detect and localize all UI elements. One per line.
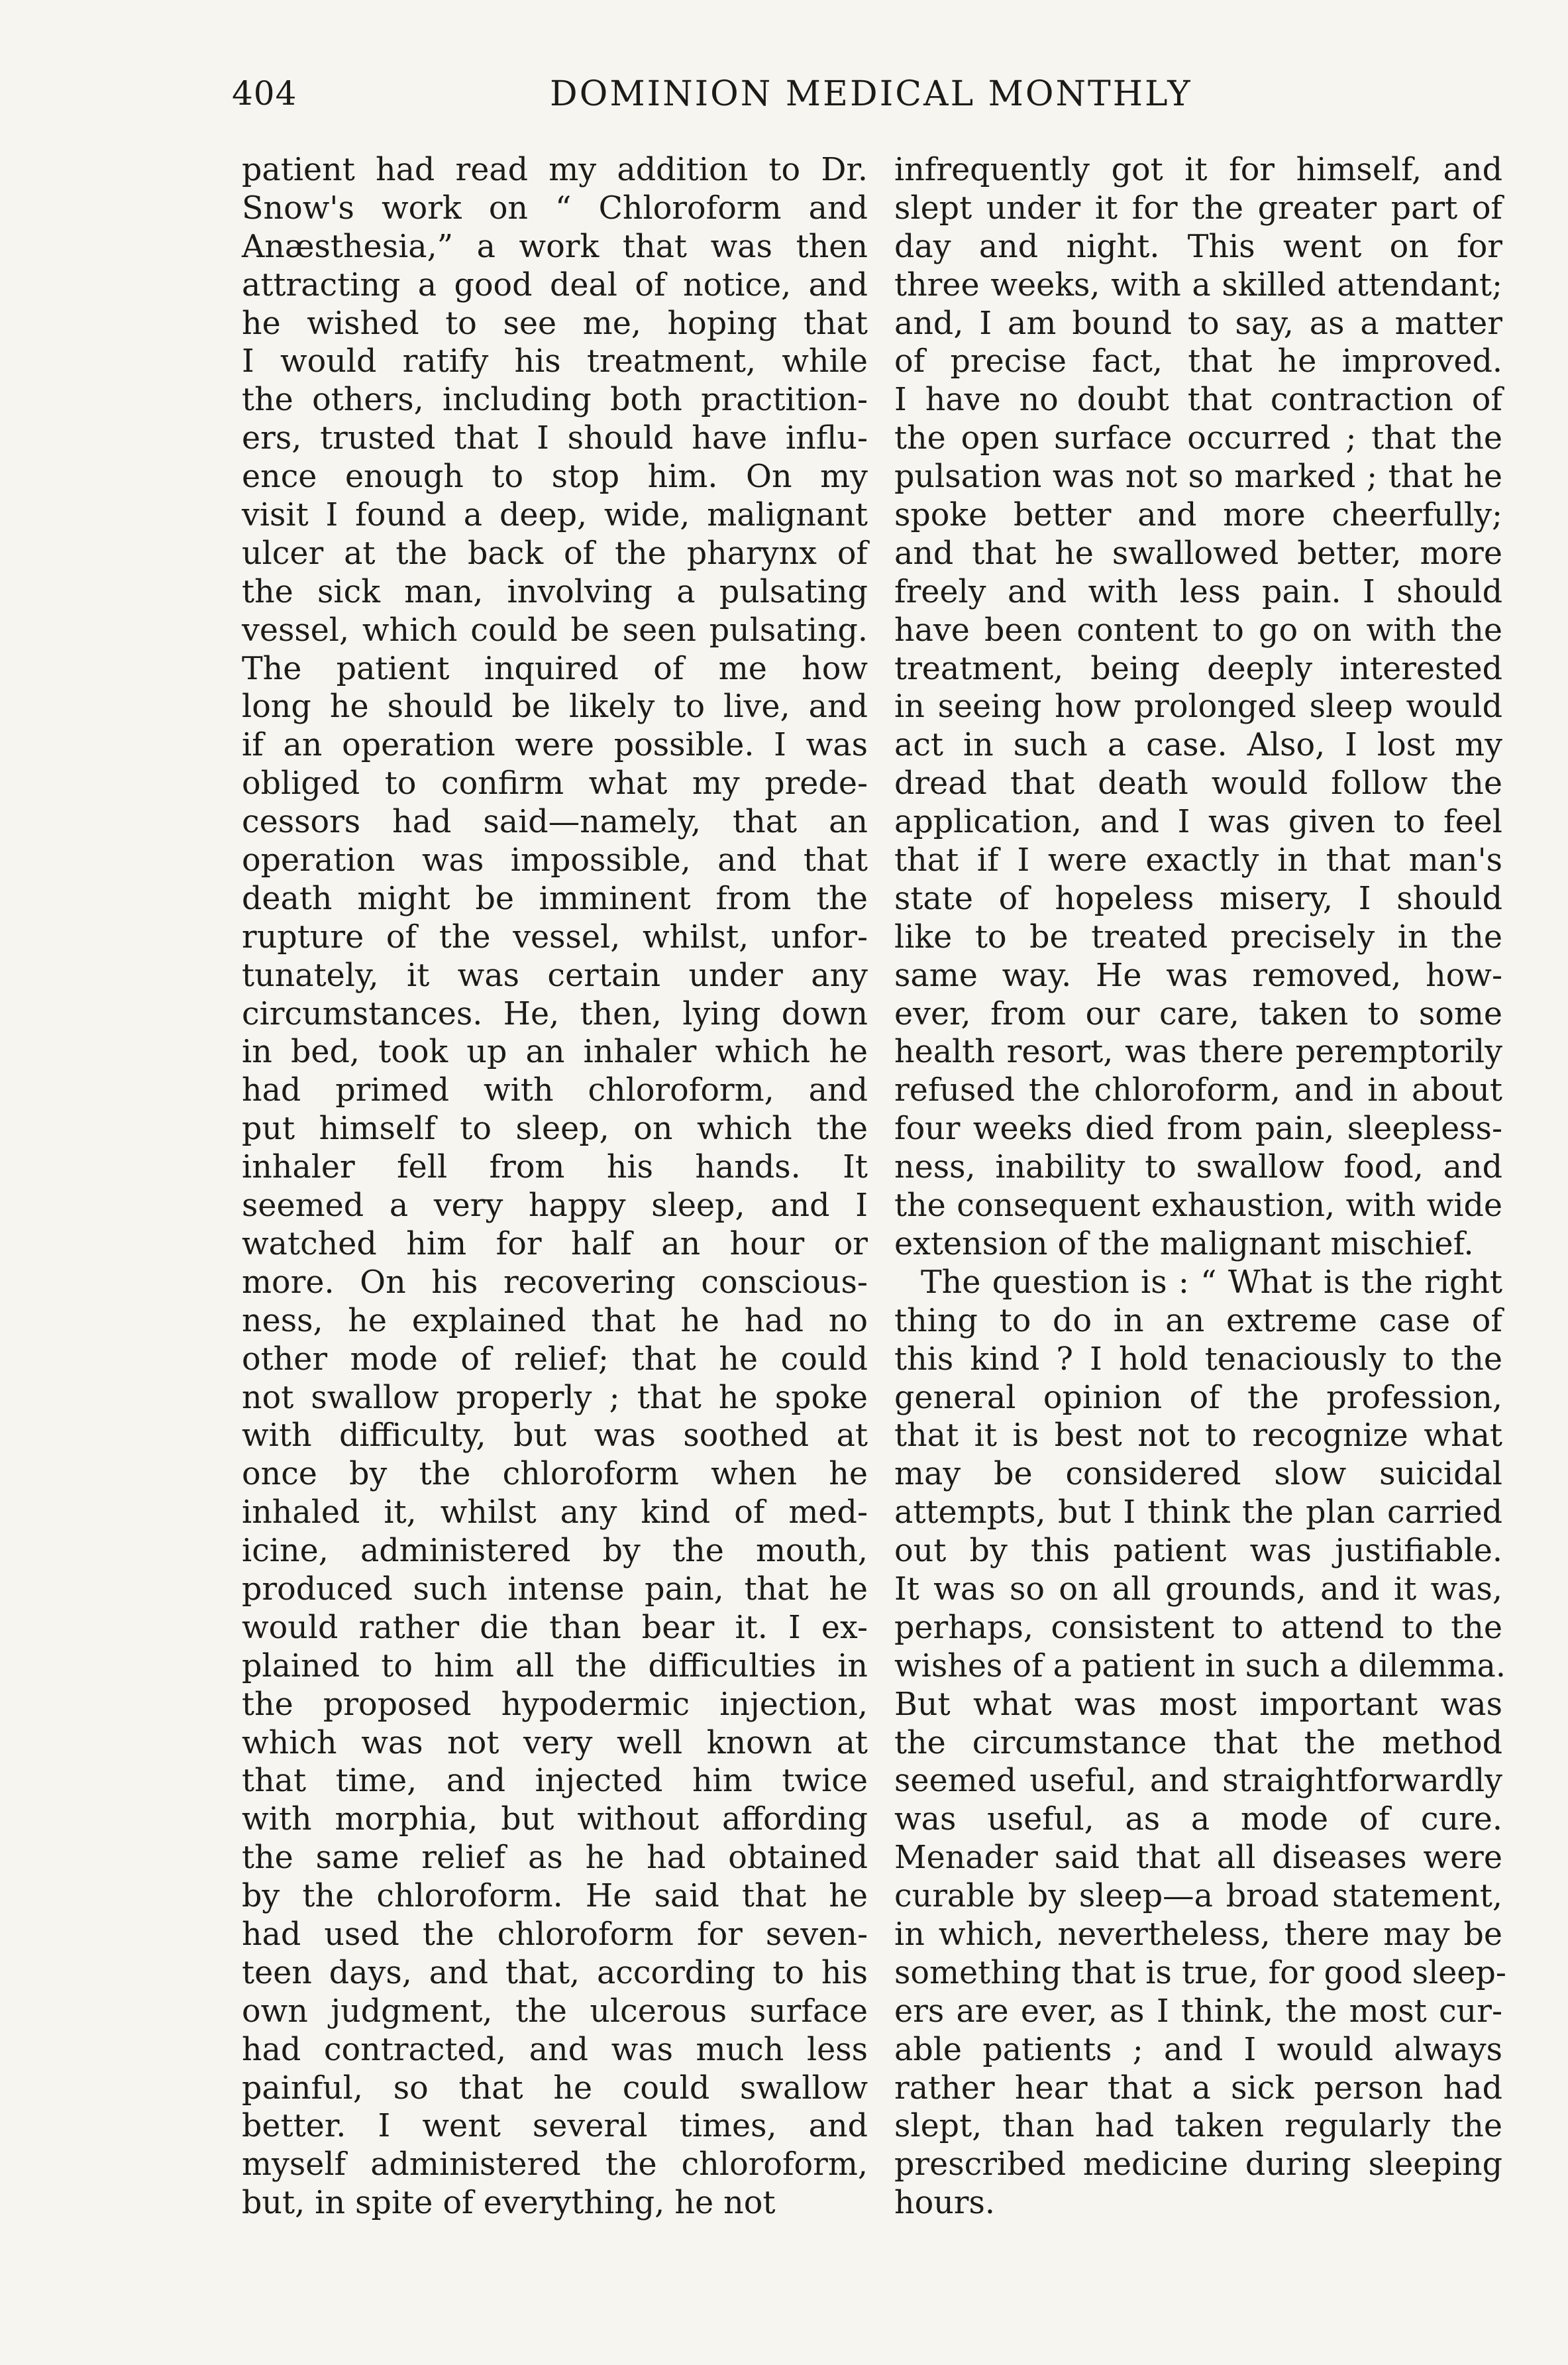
text-line: vessel, which could be seen pulsating. <box>242 612 868 649</box>
text-line: in which, nevertheless, there may be <box>894 1916 1502 1953</box>
text-line: three weeks, with a skilled attendant; <box>894 266 1502 303</box>
text-line: death might be imminent from the <box>242 880 868 917</box>
text-line: the proposed hypodermic injection, <box>242 1686 868 1723</box>
text-line: four weeks died from pain, sleepless- <box>894 1111 1502 1148</box>
running-head: DOMINION MEDICAL MONTHLY <box>550 74 1192 114</box>
text-line: seemed useful, and straightforwardly <box>894 1763 1502 1800</box>
text-line: better. I went several times, and <box>242 2108 868 2145</box>
text-line: the same relief as he had obtained <box>242 1840 868 1877</box>
text-line: had used the chloroform for seven- <box>242 1916 868 1953</box>
text-line: I would ratify his treatment, while <box>242 343 868 380</box>
text-line: he wished to see me, hoping that <box>242 305 868 342</box>
text-line: out by this patient was justifiable. <box>894 1533 1502 1570</box>
text-line: by the chloroform. He said that he <box>242 1878 868 1915</box>
text-line: ness, he explained that he had no <box>242 1302 868 1339</box>
text-line: watched him for half an hour or <box>242 1225 868 1262</box>
text-line: operation was impossible, and that <box>242 842 868 879</box>
page-header <box>232 74 1490 127</box>
text-line: had contracted, and was much less <box>242 2031 868 2068</box>
text-line: slept under it for the greater part of <box>894 190 1502 227</box>
text-line: teen days, and that, according to his <box>242 1954 868 1991</box>
text-line: application, and I was given to feel <box>894 804 1502 841</box>
text-line: It was so on all grounds, and it was, <box>894 1570 1502 1608</box>
text-line: the open surface occurred ; that the <box>894 420 1502 457</box>
text-line: cessors had said—namely, that an <box>242 804 868 841</box>
text-line: but, in spite of everything, he not <box>242 2185 776 2222</box>
text-line: inhaled it, whilst any kind of med- <box>242 1494 868 1531</box>
text-line: thing to do in an extreme case of <box>894 1302 1502 1339</box>
text-line: attempts, but I think the plan carried <box>894 1494 1502 1531</box>
text-line: put himself to sleep, on which the <box>242 1111 868 1148</box>
text-line: act in such a case. Also, I lost my <box>894 727 1502 764</box>
text-line: the sick man, involving a pulsating <box>242 573 868 610</box>
text-line: But what was most important was <box>894 1686 1502 1723</box>
text-line: plained to him all the difficulties in <box>242 1647 868 1684</box>
text-line: day and night. This went on for <box>894 228 1502 265</box>
text-line: wishes of a patient in such a dilemma. <box>894 1647 1506 1684</box>
text-line: would rather die than bear it. I ex- <box>242 1609 868 1646</box>
text-line: with morphia, but without affording <box>242 1801 868 1838</box>
text-line: painful, so that he could swallow <box>242 2069 868 2107</box>
text-line: the circumstance that the method <box>894 1724 1502 1761</box>
text-line: this kind ? I hold tenaciously to the <box>894 1341 1502 1378</box>
text-line: spoke better and more cheerfully; <box>894 497 1502 534</box>
text-line: more. On his recovering conscious- <box>242 1264 868 1301</box>
text-line: obliged to confirm what my prede- <box>242 765 868 802</box>
text-line: once by the chloroform when he <box>242 1456 868 1493</box>
text-line: refused the chloroform, and in about <box>894 1072 1502 1109</box>
text-line: ence enough to stop him. On my <box>242 459 868 496</box>
text-line: that time, and injected him twice <box>242 1763 868 1800</box>
text-line: if an operation were possible. I was <box>242 727 868 764</box>
text-line: hours. <box>894 2185 995 2222</box>
text-line: attracting a good deal of notice, and <box>242 266 868 303</box>
text-line: have been content to go on with the <box>894 612 1502 649</box>
text-line: health resort, was there peremptorily <box>894 1034 1502 1071</box>
text-line: patient had read my addition to Dr. <box>242 152 868 188</box>
text-line: treatment, being deeply interested <box>894 650 1502 687</box>
text-line: produced such intense pain, that he <box>242 1570 868 1608</box>
text-line: that it is best not to recognize what <box>894 1417 1502 1455</box>
text-line: was useful, as a mode of cure. <box>894 1801 1502 1838</box>
text-line: visit I found a deep, wide, malignant <box>242 497 868 534</box>
text-line: in bed, took up an inhaler which he <box>242 1034 868 1071</box>
text-line: ulcer at the back of the pharynx of <box>242 535 868 572</box>
text-line: Anæsthesia,” a work that was then <box>242 228 868 265</box>
text-line: ers are ever, as I think, the most cur- <box>894 1993 1502 2030</box>
text-line: had primed with chloroform, and <box>242 1072 868 1109</box>
text-line: may be considered slow suicidal <box>894 1456 1502 1493</box>
text-line: with difficulty, but was soothed at <box>242 1417 868 1455</box>
text-line: freely and with less pain. I should <box>894 573 1502 610</box>
text-line: rupture of the vessel, whilst, unfor- <box>242 918 868 956</box>
text-line: tunately, it was certain under any <box>242 957 868 994</box>
text-line: something that is true, for good sleep- <box>894 1954 1506 1991</box>
text-line: circumstances. He, then, lying down <box>242 995 868 1032</box>
text-line: the others, including both practition- <box>242 382 868 419</box>
text-line: pulsation was not so marked ; that he <box>894 459 1502 496</box>
text-line: not swallow properly ; that he spoke <box>242 1379 868 1416</box>
text-line: rather hear that a sick person had <box>894 2069 1502 2107</box>
text-line: like to be treated precisely in the <box>894 918 1502 956</box>
text-line: in seeing how prolonged sleep would <box>894 688 1502 726</box>
left-column <box>242 151 868 2223</box>
text-line: other mode of relief; that he could <box>242 1341 868 1378</box>
text-line: The patient inquired of me how <box>242 650 868 687</box>
text-line: ever, from our care, taken to some <box>894 995 1502 1032</box>
text-line: ness, inability to swallow food, and <box>894 1149 1502 1186</box>
text-line: slept, than had taken regularly the <box>894 2108 1502 2145</box>
text-line: inhaler fell from his hands. It <box>242 1149 868 1186</box>
text-line: seemed a very happy sleep, and I <box>242 1187 868 1225</box>
text-line: long he should be likely to live, and <box>242 688 868 726</box>
text-line: and, I am bound to say, as a matter <box>894 305 1502 342</box>
text-line: state of hopeless misery, I should <box>894 880 1502 917</box>
text-line: and that he swallowed better, more <box>894 535 1502 572</box>
page-number: 404 <box>232 74 297 113</box>
text-line: perhaps, consistent to attend to the <box>894 1609 1502 1646</box>
text-line: same way. He was removed, how- <box>894 957 1502 994</box>
right-column <box>894 151 1506 2223</box>
text-line: icine, administered by the mouth, <box>242 1533 868 1570</box>
text-line: general opinion of the profession, <box>894 1379 1502 1416</box>
text-line: of precise fact, that he improved. <box>894 343 1502 380</box>
text-line: able patients ; and I would always <box>894 2031 1502 2068</box>
text-line: I have no doubt that contraction of <box>894 382 1502 419</box>
text-line: which was not very well known at <box>242 1724 868 1761</box>
text-line: extension of the malignant mischief. <box>894 1225 1474 1262</box>
text-line: Snow's work on “ Chloroform and <box>242 190 868 227</box>
text-line: own judgment, the ulcerous surface <box>242 1993 868 2030</box>
text-line: the consequent exhaustion, with wide <box>894 1187 1502 1225</box>
text-line: Menader said that all diseases were <box>894 1840 1502 1877</box>
text-line: ers, trusted that I should have influ- <box>242 420 868 457</box>
text-line: The question is : “ What is the right <box>921 1264 1502 1301</box>
text-line: that if I were exactly in that man's <box>894 842 1502 879</box>
text-line: curable by sleep—a broad statement, <box>894 1878 1502 1915</box>
text-line: prescribed medicine during sleeping <box>894 2146 1502 2183</box>
text-line: myself administered the chloroform, <box>242 2146 868 2183</box>
text-line: dread that death would follow the <box>894 765 1502 802</box>
text-line: infrequently got it for himself, and <box>894 152 1502 188</box>
